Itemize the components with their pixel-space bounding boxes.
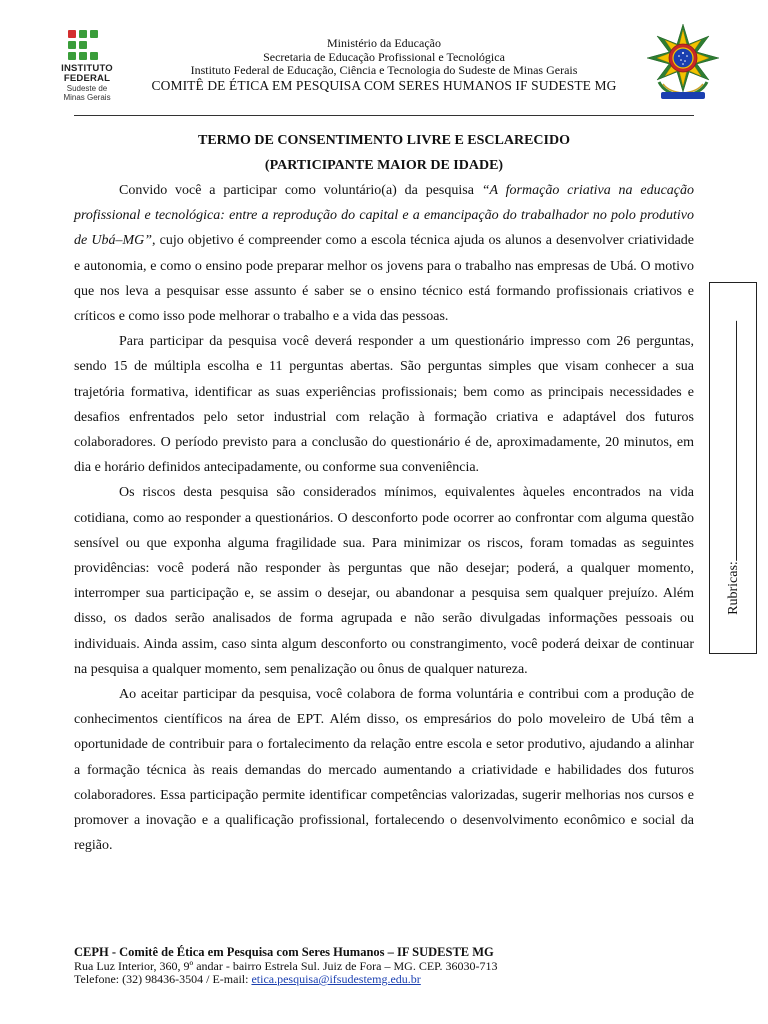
institute-logo (52, 30, 122, 102)
paragraph-1: Convido você a participar como voluntário(a) da pesquisa “A formação criativa na educação profissional e tecnológica: entre a reprodução do capital e a emancipação do trabalhador no polo produtivo de Ubá–MG”, cujo objetivo é compreender como a escola técnica ajuda os alunos a desenvolver criatividade e autonomia, e como o ensino pode preparar melhor os jovens para o trabalho nas empresas de Ubá. O motivo que nos leva a pesquisar esse assunto é saber se o ensino técnico está formando profissionais criativos e críticos e como isso pode melhorar o trabalho e a vida das pessoas. (74, 183, 694, 325)
header-divider (74, 115, 694, 116)
header-ministry: Ministério da Educação (327, 36, 441, 50)
document-body (74, 178, 694, 858)
paragraph-3: Os riscos desta pesquisa são considerados mínimos, equivalentes àqueles encontrados na vida cotidiana, como ao responder a questionários. O desconforto pode ocorrer ao confrontar com alguma questão sensível ou que exponha alguma fragilidade sua. Para minimizar os riscos, foram tomadas as seguintes providências: você poderá não responder às perguntas que não desejar; poderá, a qualquer momento, interromper sua participação e, se assim o desejar, ou abandonar a pesquisa sem qualquer prejuízo. Além disso, os dados serão analisados de forma agrupada e não serão divulgadas informações pessoais ou individuais. Ainda assim, caso sinta algum desconforto ou constrangimento, você poderá deixar de continuar na pesquisa a qualquer momento, sem penalização ou ônus de qualquer natureza. (74, 485, 694, 677)
logo-line-1: INSTITUTO (61, 63, 113, 74)
footer (74, 946, 694, 987)
coat-of-arms-icon (645, 22, 721, 102)
header-committee: COMITÊ DE ÉTICA EM PESQUISA COM SERES HUMANOS IF SUDESTE MG (151, 77, 617, 93)
footer-address: Rua Luz Interior, 360, 9º andar - bairro Estrela Sul. Juiz de Fora – MG. CEP. 36030-713 (74, 958, 498, 973)
rubricas-label: Rubricas: (726, 561, 741, 615)
header-secretariat: Secretaria de Educação Profissional e Tecnológica (263, 49, 505, 64)
paragraph-2: Para participar da pesquisa você deverá responder a um questionário impresso com 26 perguntas, sendo 15 de múltipla escolha e 11 perguntas abertas. São perguntas simples que visam conhecer a sua trajetória formativa, identificar as suas experiências profissionais; bem como as principais necessidades e desafios enfrentados pelo setor industrial com relação à formação criativa e adaptável dos futuros colaboradores. O período previsto para a conclusão do questionário é de, aproximadamente, 20 minutos, em dia e horário definidos antecipadamente, ou conforme sua conveniência. (74, 334, 694, 476)
research-title: “A formação criativa na educação profissional e tecnológica: entre a reprodução do capital e a emancipação do trabalhador no polo produtivo de Ubá–MG” (74, 183, 694, 249)
logo-line-3: Sudeste de (66, 84, 108, 93)
logo-line-2: FEDERAL (63, 73, 111, 84)
footer-committee: CEPH - Comitê de Ética em Pesquisa com Seres Humanos – IF SUDESTE MG (74, 945, 494, 959)
footer-email-link[interactable]: etica.pesquisa@ifsudestemg.edu.br (251, 972, 421, 986)
header-institute: Instituto Federal de Educação, Ciência e Tecnologia do Sudeste de Minas Gerais (190, 63, 578, 77)
document-subtitle: (PARTICIPANTE MAIOR DE IDADE) (264, 158, 504, 173)
footer-phone: Telefone: (32) 98436-3504 / E-mail: (74, 972, 252, 986)
rubricas-signature-line[interactable] (724, 321, 737, 561)
paragraph-4: Ao aceitar participar da pesquisa, você colabora de forma voluntária e contribui com a produção de conhecimentos científicos na área de EPT. Além disso, os empresários do polo moveleiro de Ubá têm a oportunidade de contribuir para o fortalecimento da relação entre escola e setor produtivo, ajudando a alinhar a formação técnica às reais demandas do mercado aumentando a criatividade e habilidades dos futuros colaboradores. Essa participação permite identificar competências valorizadas, sugerir melhorias nos cursos e promover a inovação e a qualificação profissional, fortalecendo o desenvolvimento econômico e social da região. (74, 687, 694, 854)
logo-line-4: Minas Gerais (63, 93, 111, 102)
document-title: TERMO DE CONSENTIMENTO LIVRE E ESCLARECIDO (198, 133, 570, 148)
rubricas-box (709, 282, 757, 654)
logo-grid-icon (68, 30, 98, 60)
footer-contact (74, 973, 694, 987)
header-text (120, 37, 648, 94)
